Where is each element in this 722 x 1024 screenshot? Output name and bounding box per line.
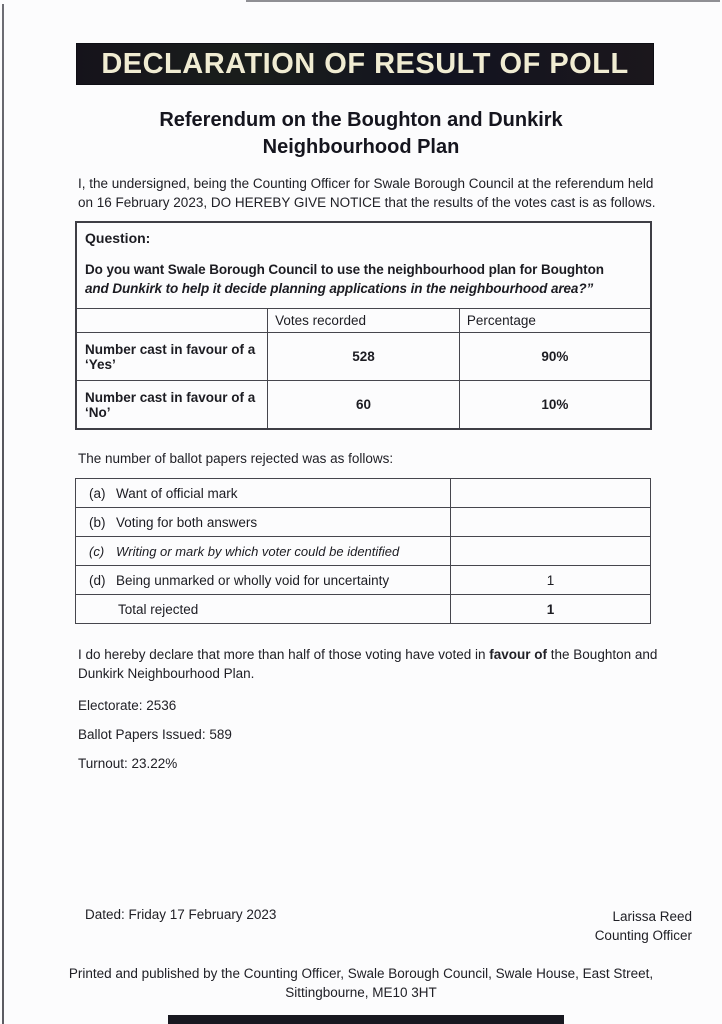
rejected-total-value: 1 [451,595,651,624]
rejected-b-prefix: (b) [89,514,106,530]
rejected-d-text: Being unmarked or wholly void for uncertainty [116,572,390,588]
rejected-d-prefix: (d) [89,572,106,588]
banner-title: DECLARATION OF RESULT OF POLL [101,47,629,80]
turnout-line: Turnout: 23.22% [78,756,178,771]
results-table [75,221,652,430]
table-row-rejected-total [76,595,651,624]
rejected-intro: The number of ballot papers rejected was as follows: [78,451,394,466]
table-row-no [76,381,651,430]
rejected-a-label [76,479,451,508]
rejected-b-text: Voting for both answers [116,514,258,530]
rejected-b-value [451,508,651,537]
rejected-b-label [76,508,451,537]
ballot-papers-line: Ballot Papers Issued: 589 [78,727,232,742]
rejected-c-prefix: (c) [89,543,105,559]
yes-votes: 528 [268,333,460,381]
document-banner [77,44,653,84]
rejected-total-label [76,595,451,624]
table-row-rejected-b [76,508,651,537]
declaration-post: the Boughton and Dunkirk Neighbourhood Plan. [78,647,658,681]
declaration-paragraph [78,645,668,683]
question-label: Question: [85,230,151,246]
rejected-c-text: Writing or mark by which voter could be identified [116,543,400,559]
scan-artifact-top [246,0,720,2]
rejected-d-value: 1 [451,566,651,595]
page-title [0,107,722,161]
table-row-rejected-d [76,566,651,595]
declaration-bold: favour of [489,647,548,662]
question-cell [76,222,651,309]
question-text-line2: and Dunkirk to help it decide planning applications in the neighbourhood area?” [85,281,594,296]
rejected-c-value [451,537,651,566]
scan-artifact-left [2,4,4,1024]
question-row [76,222,651,309]
table-row-yes [76,333,651,381]
rejected-c-label [76,537,451,566]
scan-artifact-bottom-bar [168,1015,564,1024]
rejected-a-text: Want of official mark [116,485,238,501]
footer-row [85,907,692,945]
question-text-line1: Do you want Swale Borough Council to use the neighbourhood plan for Boughton [85,262,604,277]
rejected-d-label [76,566,451,595]
printed-published-line: Printed and published by the Counting Officer, Swale Borough Council, Swale House, East Street, Sittingbourne, ME10 3HT [68,966,654,1000]
results-header-percentage: Percentage [459,309,651,333]
rejected-total-text: Total rejected [118,601,199,617]
dated-line: Dated: Friday 17 February 2023 [85,907,277,922]
results-header-empty [76,309,268,333]
rejected-table [75,478,651,624]
signoff-block [595,907,692,945]
table-row-rejected-c [76,537,651,566]
yes-label: Number cast in favour of a ‘Yes’ [76,333,268,381]
page-title-line1: Referendum on the Boughton and Dunkirk [159,109,563,131]
officer-title: Counting Officer [594,928,692,943]
rejected-a-value [451,479,651,508]
declaration-pre: I do hereby declare that more than half of those voting have voted in [78,647,490,662]
no-percentage: 10% [459,381,651,430]
results-header-row [76,309,651,333]
intro-paragraph: I, the undersigned, being the Counting Officer for Swale Borough Council at the referendum held on 16 February 2023, DO HEREBY GIVE NOTICE that the results of the votes cast is as follows. [78,176,656,210]
question-text [85,260,640,298]
page-title-line2: Neighbourhood Plan [262,136,460,158]
results-header-votes: Votes recorded [268,309,460,333]
electorate-line: Electorate: 2536 [78,698,177,713]
yes-percentage: 90% [459,333,651,381]
rejected-a-prefix: (a) [89,485,106,501]
table-row-rejected-a [76,479,651,508]
no-label: Number cast in favour of a ‘No’ [76,381,268,430]
officer-name: Larissa Reed [612,909,692,924]
no-votes: 60 [268,381,460,430]
